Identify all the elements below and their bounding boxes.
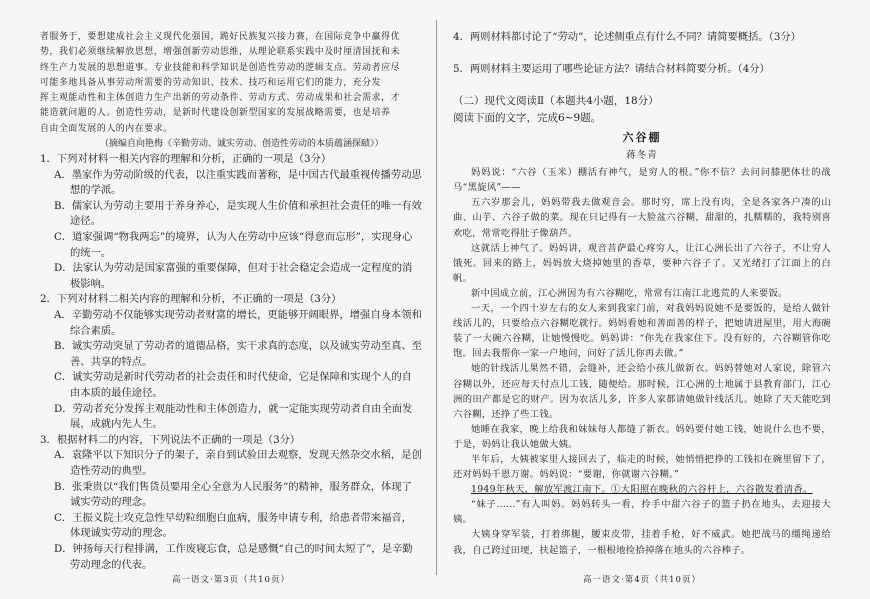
passage-line: 终生产力发展的思想道事。专业技能和科学知识是创造性劳动的逻辑支点。劳动者应尽 — [40, 62, 401, 73]
option-a: A．墨家作为劳动阶级的代表，以注重实践而著称，是中国古代最重视传播劳动思想的学派。 — [54, 168, 422, 197]
passage-line: 者服务于，要想建成社会主义现代化强国，跪好民族复兴接力赛，在国际竞争中赢得优 — [40, 32, 401, 42]
question-1 — [40, 152, 422, 292]
story-paragraph: 她睡在我家，晚上给我和妹妹每人都缝了新衣。妈妈要付她工钱，她说什么也不要，于是，妈妈让我认她做大姨。 — [453, 423, 831, 450]
section-heading: （二）现代文阅读Ⅱ（本题共4小题，18分） — [453, 95, 659, 108]
option-a: A．袁隆平以下知识分子的架子，亲自到试验田去观察，发现天然杂交水稻，是创造性劳动的典型。 — [54, 449, 422, 477]
story-paragraph: 半年后，大姨被家里人接回去了，临走的时候，她悄悄把挣的工钱扣在碗里留下了，还对妈妈千恩万谢。妈妈说：“要谢，你就谢六谷糊。” — [453, 453, 831, 481]
option-c: C．道家强调“物我两忘”的境界，认为人在劳动中应该“得意而忘形”，实现身心的统一。 — [54, 231, 413, 259]
question-stem: 3．根据材料二的内容，下列说法不正确的一项是（3分） — [40, 433, 301, 446]
story-paragraph: 她的针线活儿果然不错，会缝补，还会给小孩儿做新衣。妈妈替她对人家说，除管六谷糊以外，还应每天付点儿工钱，随便给。那时候，江心洲的土地属于县教育部门，江心洲的田产都是它的财产。因为农活儿多，许多人家都请她做针线活儿。她除了天天能吃到六谷糊，还挣了些工钱。 — [453, 363, 831, 420]
story-paragraph: 大姨身穿军装，打着绑腿，腰束皮带，挂着手枪，好不威武。她把战马的缰绳递给我，自己跨过田埂，扶起篮子，一根根地捡拾掉落在地头的六谷棒子。 — [453, 529, 831, 556]
story-paragraph: 这就活上神气了。妈妈讲，观音菩萨最心疼穷人，让江心洲长出了六谷子，不让穷人饿死。回来的路上，妈妈放大烧掉她里的香草，要种六谷子了。又光绪打了江面上的白帆。 — [453, 242, 831, 284]
source-citation: （摘编自向艳梅《辛勤劳动、诚实劳动、创造性劳动的本质蕴涵探赜》） — [100, 139, 384, 150]
story-paragraph: 妈妈说：“六谷（玉米）棚活有神气，是穷人的根。”你不信？去问问膝肥体壮的战马“黑旋风”—— — [453, 167, 831, 194]
story-paragraph: 一天，一个四十岁左右的女人来到我家门前，对我妈妈说她不是要饭的，是给人做针线活儿的，只要给点六谷糊吃就行。妈妈看她和善面善的样子，把她请进屋里，用大海碗装了一大碗六谷糊，让她慢慢吃。妈妈讲：“你先在我家住下。没有好的，六谷糊管你吃饱。回去我帮你一家一户地问，问好了活儿你再去做。” — [453, 303, 831, 360]
question-4: 4．两则材料都讨论了“劳动”，论述侧重点有什么不同？请简要概括。（3分） — [453, 31, 801, 43]
option-b: B．张秉贵以“我们售货员要用全心全意为人民服务”的精神，服务群众，体现了诚实劳动的理念。 — [54, 480, 412, 509]
option-c: C．诚实劳动是新时代劳动者的社会责任和时代使命，它是保障和实现个人的自由本质的最佳途径。 — [54, 371, 412, 399]
option-c: C．王振义院士攻克急性早幼粒细胞白血病，服务申请专利，给患者带来福音，体现诚实劳动的理念。 — [54, 511, 412, 540]
option-d: D．钟扬每天行程排满，工作废寝忘食，总是感慨“自己的时间太短了”，是辛勤劳动理念的代表。 — [54, 542, 413, 571]
question-2 — [40, 292, 422, 432]
question-3 — [40, 433, 422, 573]
story-paragraph: “妹子……”有人叫妈。妈妈转头一看，拎手中甜六谷子的篮子扔在地头，去迎接大姨。 — [453, 499, 831, 526]
story-author: 蒋冬青 — [626, 150, 658, 162]
question-5: 5．两则材料主要运用了哪些论证方法？请结合材料简要分析。（4分） — [453, 62, 770, 75]
story-paragraph: 新中国成立前，江心洲因为有六谷糊吃，常常有江南江北逃荒的人来要饭。 — [471, 287, 788, 299]
passage-line: 可能多地具备从事劳动所需要的劳动知识、技术、技巧和运用它们的能力，充分发 — [40, 77, 382, 88]
passage-excerpt — [40, 30, 422, 137]
option-d: D．劳动者充分发挥主观能动性和主体创造力，就一定能实现劳动者自由全面发展，成就内先人生。 — [54, 402, 413, 431]
passage-line: 自由全面发展的人的内在要求。 — [40, 123, 173, 134]
story-title: 六谷棚 — [622, 131, 662, 145]
option-d: D．法家认为劳动是国家富强的重要保障，但对于社会稳定会造成一定程度的消极影响。 — [54, 262, 413, 290]
passage-line: 挥主观能动性和主体创造力生产出新的劳动条件、劳动方式、劳动成果和社会需求，才 — [40, 93, 401, 104]
left-page — [40, 0, 422, 599]
page-footer-right: 高一语文·第4页（共10页） — [583, 575, 701, 585]
reading-instruction: 阅读下面的文字，完成6~9题。 — [453, 112, 602, 125]
story-paragraph-underlined: 1949年秋天，解放军渡江南下。①大阳照在晚秋的六谷杆上，六谷散发着清香。 — [471, 484, 813, 496]
passage-line: 势，我们必须继续解放思想，增强创新劳动思维，从理论联系实践中及时厘清国抚和未 — [40, 47, 401, 58]
right-page — [453, 0, 831, 599]
passage-line: 能造就问题的人。创造性劳动，是新时代建设创新型国家的发展战略需要，也是培养 — [40, 108, 391, 119]
story-body — [453, 165, 831, 557]
question-stem: 2．下列对材料二相关内容的理解和分析，不正确的一项是（3分） — [40, 293, 342, 306]
option-a: A．辛勤劳动不仅能够实现劳动者财富的增长，更能够开阔眼界，增强自身本领和综合素质。 — [54, 309, 422, 337]
question-stem: 1．下列对材料一相关内容的理解和分析，正确的一项是（3分） — [40, 153, 332, 166]
option-b: B．儒家认为劳动主要用于养身养心，是实现人生价值和承担社会责任的唯一有效途径。 — [54, 199, 422, 228]
page-footer-left: 高一语文·第3页（共10页） — [172, 575, 290, 585]
column-divider — [436, 20, 437, 575]
option-b: B．诚实劳动突显了劳动者的道德品格，实干求真的态度，以及诚实劳动至真、至善、共享的特点。 — [54, 340, 422, 368]
story-paragraph: 五六岁那会儿，妈妈带我去做观音会。那时穷，席上没有肉，全是各家各户凑的山曲、山芋、六谷子做的菜。现在只记得有一大脸盆六谷糊，甜甜的，扎糯糯的，我特别喜欢吃，常常吃得肚子像葫芦。 — [453, 197, 831, 239]
